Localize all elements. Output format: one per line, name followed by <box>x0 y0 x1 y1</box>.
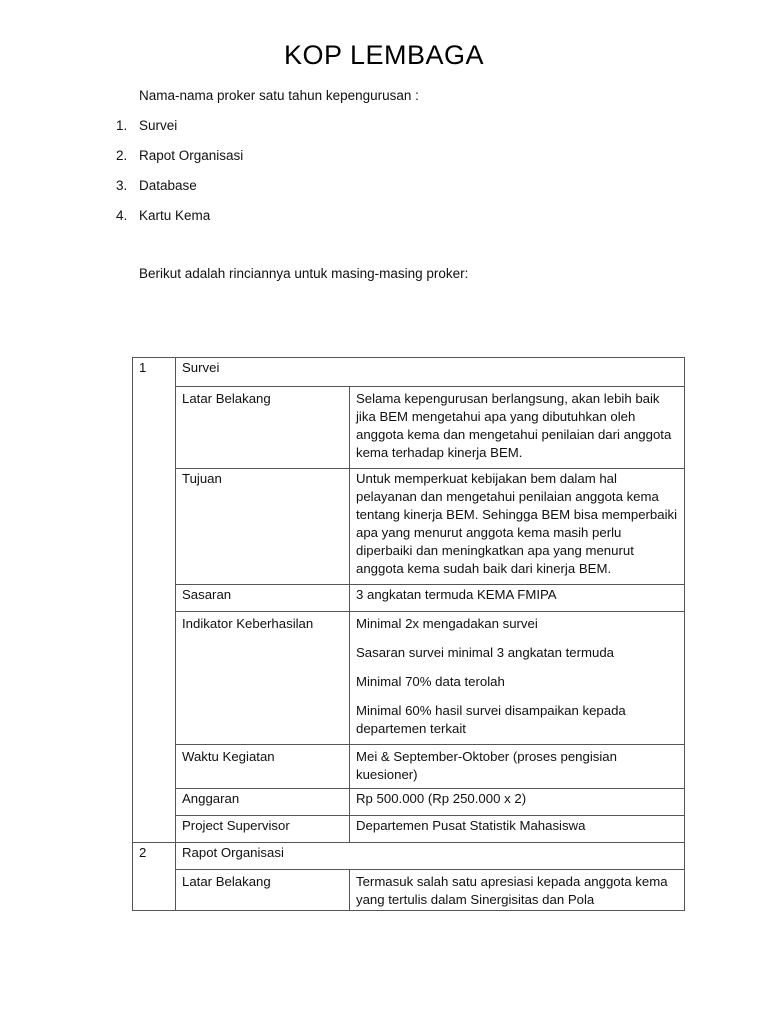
list-number: 4. <box>116 208 128 223</box>
indicator-item: Minimal 60% hasil survei disampaikan kepada departemen terkait <box>356 703 626 736</box>
program-label: Survei <box>139 118 178 133</box>
indicator-item: Sasaran survei minimal 3 angkatan termuda <box>356 645 615 660</box>
field-label: Latar Belakang <box>176 387 350 469</box>
field-value: Termasuk salah satu apresiasi kepada anggota kema yang tertulis dalam Sinergisitas dan Pola <box>350 870 685 911</box>
program-number-cell: 2 <box>133 843 176 911</box>
table-row <box>133 469 685 585</box>
table-row <box>133 358 685 387</box>
table-row <box>133 870 685 911</box>
program-list-intro: Nama-nama proker satu tahun kepengurusan : <box>139 88 419 103</box>
field-value: Untuk memperkuat kebijakan bem dalam hal pelayanan dan mengetahui penilaian anggota kema tentang kinerja BEM. Sehingga BEM bisa memperbaiki apa yang menurut anggota kema masih perlu diperbaiki dan meningkatkan apa yang menurut anggota kema sudah baik dari kinerja BEM. <box>350 469 685 585</box>
field-label: Latar Belakang <box>176 870 350 911</box>
table-row <box>133 585 685 612</box>
table-row <box>133 843 685 870</box>
field-value: Departemen Pusat Statistik Mahasiswa <box>350 816 685 843</box>
field-label: Anggaran <box>176 789 350 816</box>
table-row <box>133 789 685 816</box>
field-label: Sasaran <box>176 585 350 612</box>
document-title: KOP LEMBAGA <box>283 40 485 70</box>
indicator-item: Minimal 2x mengadakan survei <box>356 616 538 631</box>
table-row <box>133 745 685 789</box>
list-number: 3. <box>116 178 128 193</box>
program-number-cell: 1 <box>133 358 176 843</box>
table-row <box>133 612 685 745</box>
field-value <box>350 612 685 745</box>
field-label: Waktu Kegiatan <box>176 745 350 789</box>
table-row <box>133 816 685 843</box>
program-label: Database <box>139 178 197 193</box>
detail-intro: Berikut adalah rinciannya untuk masing-masing proker: <box>139 266 469 281</box>
field-label: Project Supervisor <box>176 816 350 843</box>
indicator-item: Minimal 70% data terolah <box>356 674 505 689</box>
field-label: Indikator Keberhasilan <box>176 612 350 745</box>
table-row <box>133 387 685 469</box>
program-name-cell: Survei <box>176 358 685 387</box>
program-label: Kartu Kema <box>139 208 211 223</box>
program-detail-table <box>132 357 685 911</box>
field-label: Tujuan <box>176 469 350 585</box>
program-name-cell: Rapot Organisasi <box>176 843 685 870</box>
program-label: Rapot Organisasi <box>139 148 244 163</box>
list-number: 1. <box>116 118 128 133</box>
field-value: 3 angkatan termuda KEMA FMIPA <box>350 585 685 612</box>
list-number: 2. <box>116 148 128 163</box>
field-value: Selama kepengurusan berlangsung, akan lebih baik jika BEM mengetahui apa yang dibutuhkan oleh anggota kema dan mengetahui penilaian dari anggota kema terhadap kinerja BEM. <box>350 387 685 469</box>
field-value: Mei & September-Oktober (proses pengisian kuesioner) <box>350 745 685 789</box>
field-value: Rp 500.000 (Rp 250.000 x 2) <box>350 789 685 816</box>
